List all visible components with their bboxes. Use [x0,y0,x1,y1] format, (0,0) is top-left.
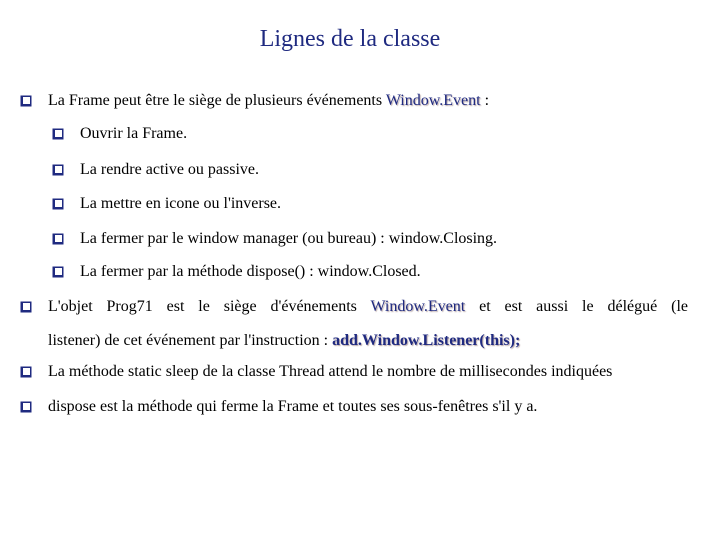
bullet-item-3-text: La méthode static sleep de la classe Thread attend le nombre de millisecondes indiquées [48,363,613,380]
square-bullet-icon [20,301,32,313]
square-bullet-icon [20,95,32,107]
item-1-text-post: : [480,92,490,109]
item-1-highlight: Window.Event [385,92,481,109]
square-bullet-icon [20,401,32,413]
item-2-line-1-pre: L'objet Prog71 est le siège d'événements [48,298,371,315]
sub-item-4-text: La fermer par le window manager (ou bureau) : window.Closing. [80,230,498,247]
item-2-line-2-highlight: add.Window.Listener(this); [332,332,521,349]
sub-item-3 [52,187,688,221]
page-title: Lignes de la classe [259,26,441,52]
item-2-line-1-post: et est aussi le délégué (le [465,298,688,315]
item-2-line-2 [48,324,688,358]
sub-item-5-text: La fermer par la méthode dispose() : window.Closed. [80,263,421,280]
square-bullet-icon [52,128,64,140]
sub-item-1 [52,117,688,151]
sub-item-3-text: La mettre en icone ou l'inverse. [80,195,282,212]
sub-item-2-text: La rendre active ou passive. [80,161,260,178]
bullet-item-1 [20,84,688,118]
bullet-item-4-text: dispose est la méthode qui ferme la Frame et toutes ses sous-fenêtres s'il y a. [48,398,538,415]
square-bullet-icon [52,164,64,176]
item-2-line-1 [48,290,688,324]
bullet-item-1-text [20,84,688,118]
bullet-item-4 [20,390,688,424]
bullet-item-3 [20,355,688,389]
sub-item-1-text: Ouvrir la Frame. [80,125,188,142]
item-1-text-pre: La Frame peut être le siège de plusieurs événements [48,92,386,109]
square-bullet-icon [52,198,64,210]
item-2-line-1-highlight: Window.Event [370,298,466,315]
bullet-item-2-text [20,290,688,358]
sub-item-2 [52,153,688,187]
sub-item-5 [52,255,688,289]
bullet-item-2 [20,290,688,358]
square-bullet-icon [52,266,64,278]
item-2-line-2-pre: listener) de cet événement par l'instruction : [48,332,333,349]
square-bullet-icon [20,366,32,378]
square-bullet-icon [52,233,64,245]
sub-item-4 [52,222,688,256]
